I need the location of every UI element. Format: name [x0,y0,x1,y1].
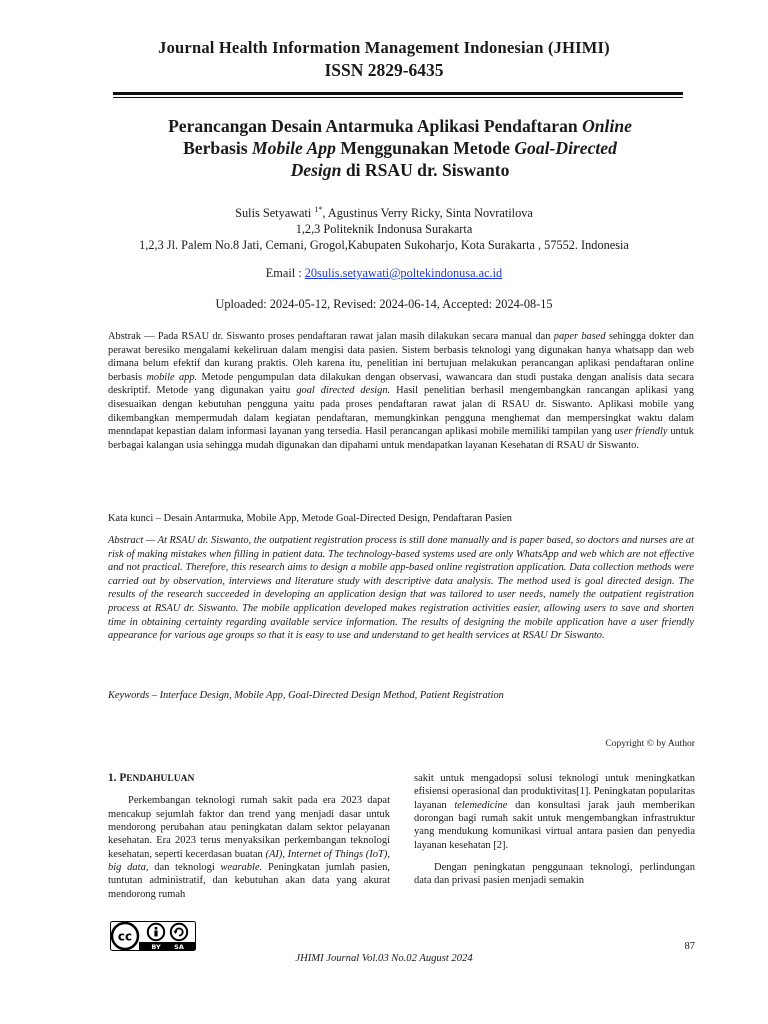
paragraph-italic: wearable. [220,862,263,874]
title-text: Perancangan Desain Antarmuka Aplikasi Pendaftaran [168,116,578,136]
abstract-text: Hasil penelitian berhasil mengembangkan rancangan aplikasi yang disesuaikan dengan kebutuhan pengguna yaitu pada proses pendaftaran rawat jalan di RSAU dr. Siswanto. Aplikasi mobile yang dikembangkan mempermudah dalam kegiatan pendaftaran, memungkinkan pengguna menghemat dan mempersingkat waktu dalam menndapat kepastian dalam informasi layanan yang tersedia. Hasil perancangan aplikasi mobile memiliki tampilan yang [108,385,694,438]
abstract-indonesian [108,330,694,452]
email-link[interactable]: 20sulis.setyawati@poltekindonusa.ac.id [304,266,503,280]
paragraph [108,794,390,901]
keywords-indonesian: Kata kunci – Desain Antarmuka, Mobile App, Metode Goal-Directed Design, Pendaftaran Pasien [108,513,512,524]
body-left-column [108,772,390,901]
section-number: 1. [108,772,117,784]
paragraph-italic: telemedicine [454,799,508,811]
paragraph-text: dan teknologi [154,862,215,874]
paragraph-text: Peningkatan jumlah pasien, tuntutan administratif, dan kebutuhan akan data yang akurat mendorong rumah [108,862,391,900]
abstract-italic: mobile app. [146,371,198,383]
issn: ISSN 2829-6435 [324,60,444,80]
abstract-text: untuk berbagai kalangan usia sehingga mudah digunakan dan dipahami untuk mendapatkan layanan Kesehatan di RSAU dr Siswanto. [108,426,694,451]
other-authors: , Agustinus Verry Ricky, Sinta Novratilova [322,206,533,221]
paragraph-text: dan konsultasi jarak jauh memberikan dorongan bagi rumah sakit untuk mengembangkan infrastruktur yang mendukung komunikasi virtual antara pasien dan penyedia layanan kesehatan [2]. [414,799,696,851]
abstract-text: Abstrak — Pada RSAU dr. Siswanto proses pendaftaran rawat jalan masih dilakukan secara manual dan [108,331,551,342]
paragraph-italic: (AI), Internet of Things (IoT), big data, [108,848,390,874]
author-sup: 1* [314,205,323,214]
address: 1,2,3 Jl. Palem No.8 Jati, Cemani, Grogol,Kabupaten Sukoharjo, Kota Surakarta , 57552. Indonesia [139,238,629,253]
page-number: 87 [684,941,695,952]
abstract-italic: user friendly [614,426,668,438]
first-author: Sulis Setyawati [235,206,312,221]
affiliation: 1,2,3 Politeknik Indonusa Surakarta [295,222,473,237]
title-italic: Goal-Directed [514,138,617,158]
title-italic: Design [290,160,342,180]
keywords-english: Keywords – Interface Design, Mobile App, Goal-Directed Design Method, Patient Registration [108,690,504,701]
abstract-italic: goal directed design. [296,385,391,397]
authors-block [0,202,768,253]
abstract-text: Metode pengumpulan data dilakukan dengan observasi, wawancara dan studi pustaka dengan analisis data secara deskriptif. Metode yang digunakan yaitu [108,371,694,397]
header-rule-thin [113,97,683,98]
section-heading [108,772,390,786]
abstract-english: Abstract — At RSAU dr. Siswanto, the outpatient registration process is still done manually and is paper based, so doctors and nurses are at risk of making mistakes when filling in patient data. The technology-based systems used are only WhatsApp and web which are not effective and not practical. Therefore, this research aims to design a mobile app-based online registration application. Data collection methods were carried out by observation, interviews and literature study with descriptive data analysis. The method used is goal directed design. The results of the research succeeded in developing an application design that was tailored to user needs, namely the outpatient registration process at RSAU dr. Siswanto. The mobile application developed makes registration activities easier, allowing users to save and shorten time in obtaining certainty regarding available service information. The results of designing the mobile application have a user friendly appearance for various age groups so that it is easy to use and understand to get health services at RSAU Dr Siswanto. [108,535,694,642]
svg-text:cc: cc [117,929,133,944]
body-right-column [414,772,695,888]
cc-by-sa-license-badge[interactable] [110,921,196,951]
title-text: Menggunakan Metode [340,138,510,158]
section-title-initial: P [119,772,127,784]
paragraph [414,772,695,852]
author-names [0,202,768,221]
license-by-label: BY [151,943,161,951]
email-label: Email : [265,266,302,280]
article-dates: Uploaded: 2024-05-12, Revised: 2024-06-14, Accepted: 2024-08-15 [215,297,553,311]
footer-citation: JHIMI Journal Vol.03 No.02 August 2024 [295,953,473,964]
copyright: Copyright © by Author [605,738,695,749]
email-line [0,266,768,281]
title-text: di RSAU dr. Siswanto [345,160,510,180]
paragraph-text: Perkembangan teknologi rumah sakit pada era 2023 dapat mencakup sejumlah faktor dan trend yang menjadi dasar untuk mendorong perubahan atau peningkatan dalam sektor pelayanan kesehatan. Era 2023 terus menyaksikan perkembangan teknologi kesehatan, seperti kecerdasan buatan [108,795,390,860]
section-title-rest: ENDAHULUAN [126,774,195,784]
title-text: Berbasis [183,138,248,158]
header-rule-thick [113,92,683,95]
license-sa-label: SA [174,943,184,951]
journal-name: Journal Health Information Management Indonesian (JHIMI) [158,38,610,57]
abstract-italic: paper based [553,331,606,342]
abstract-text: sehingga dokter dan perawat beresiko mengalami kekeliruan dalam mengisi data pasien. Sistem berbasis teknologi yang digunakan hanya whatsapp dan web dimana belum efektif dan kurang praktis. Oleh karena itu, penelitian ini bertujuan melakukan perancangan aplikasi pendaftaran online berbasis [108,331,694,383]
title-italic: Mobile App [252,138,336,158]
paragraph: Dengan peningkatan penggunaan teknologi, perlindungan data dan privasi pasien menjadi semakin [414,862,695,887]
paragraph-text: sakit untuk mengadopsi solusi teknologi untuk meningkatkan efisiensi operasional dan produktivitas[1]. Peningkatan popularitas layanan [414,773,695,811]
title-italic: Online [582,116,632,136]
cc-license-icon [110,921,196,951]
article-title [110,115,690,181]
